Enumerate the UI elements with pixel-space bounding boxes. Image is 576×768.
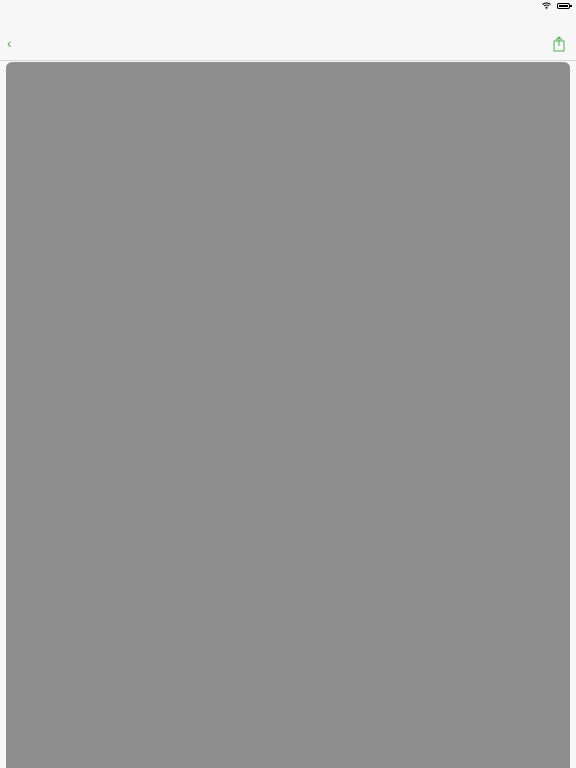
status-bar xyxy=(0,0,576,12)
share-button[interactable] xyxy=(553,36,565,57)
status-right xyxy=(542,2,570,9)
status-time xyxy=(4,2,8,9)
nav-bar xyxy=(0,28,576,61)
chevron-left-icon: ‹ xyxy=(7,35,12,51)
rack-bottom-bar xyxy=(6,740,570,768)
back-button[interactable] xyxy=(7,35,14,51)
battery-icon xyxy=(557,3,570,9)
rack xyxy=(6,62,570,768)
share-icon xyxy=(553,36,565,52)
wifi-status-icon xyxy=(542,2,551,9)
